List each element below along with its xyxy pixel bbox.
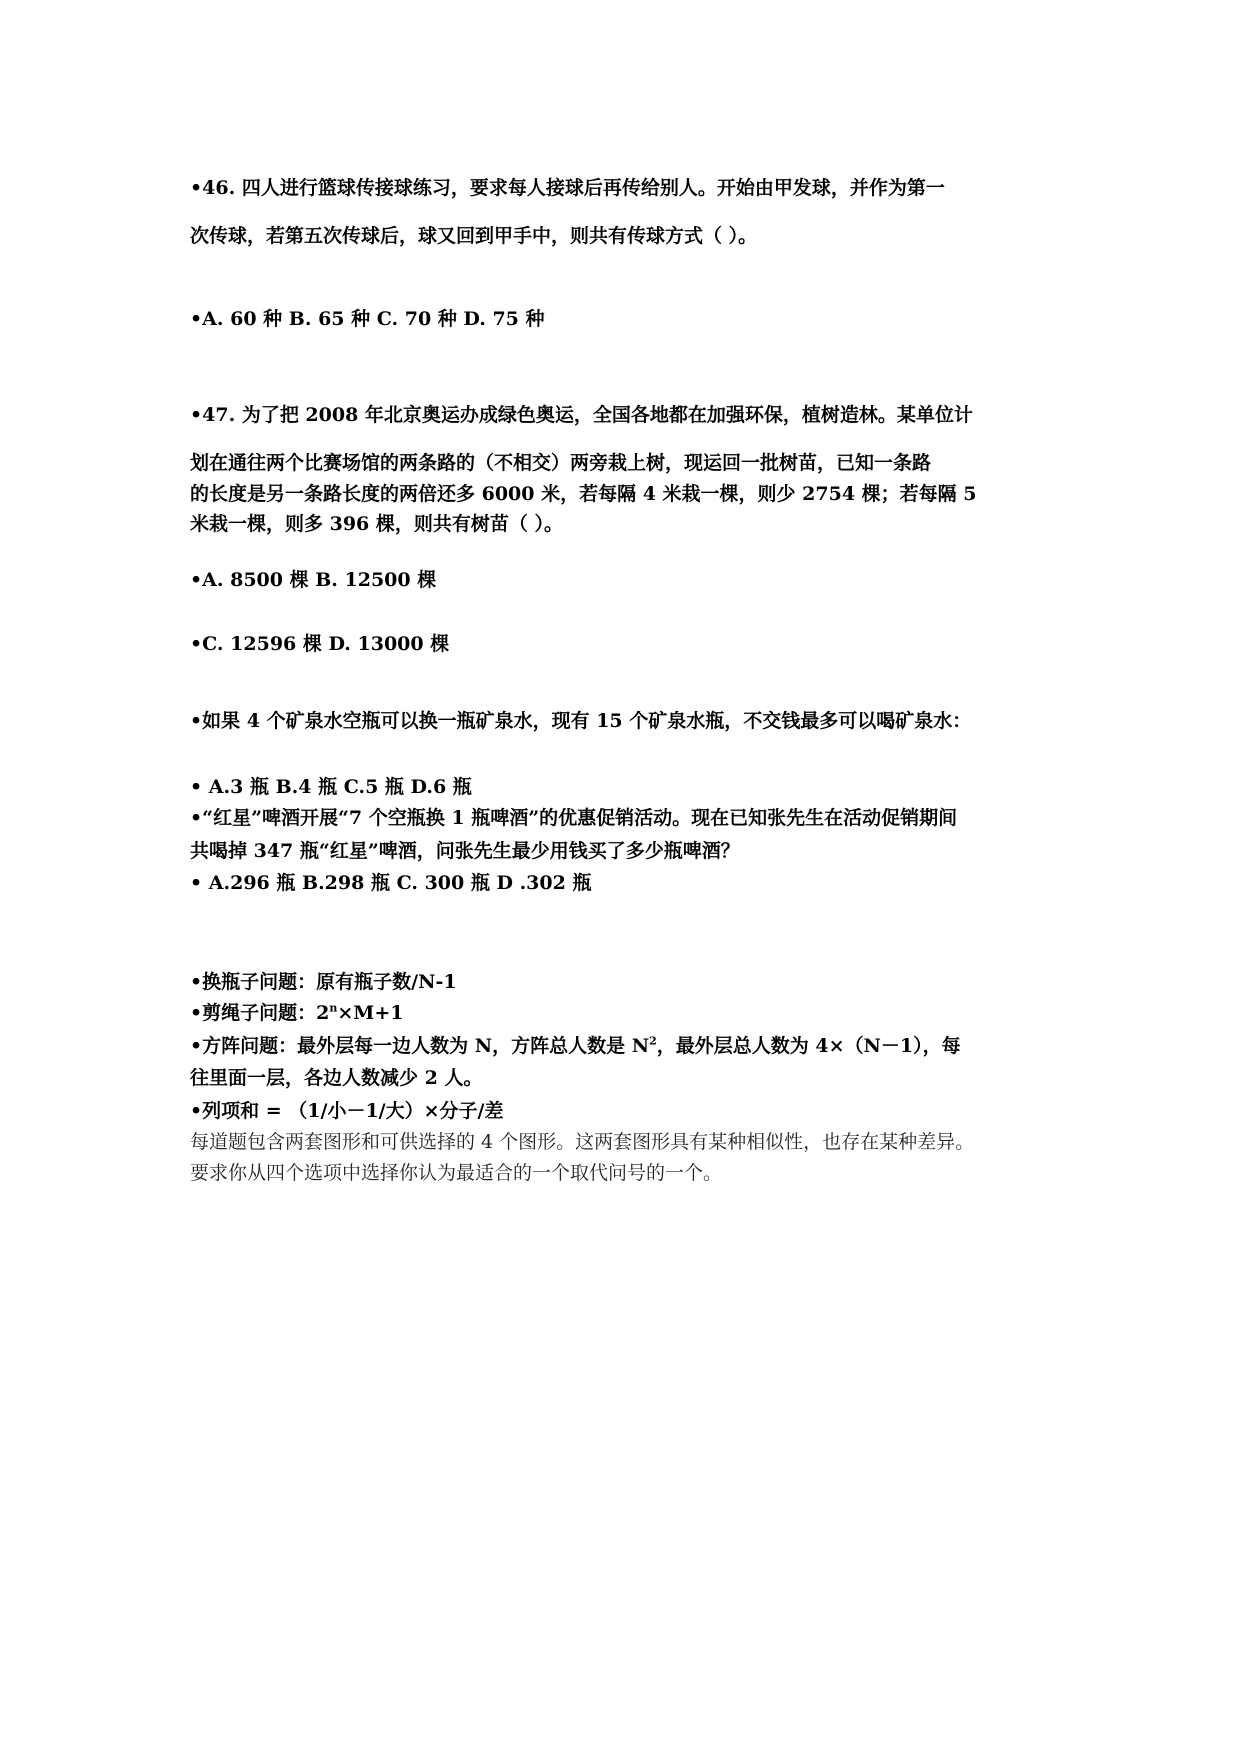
water-question: •如果 4 个矿泉水空瓶可以换一瓶矿泉水，现有 15 个矿泉水瓶，不交钱最多可以喝矿泉水： xyxy=(190,710,972,732)
rule-square-prefix: •方阵问题：最外层每一边人数为 N，方阵总人数是 N xyxy=(190,1035,650,1057)
beer-options: • A.296 瓶 B.298 瓶 C. 300 瓶 D .302 瓶 xyxy=(190,872,592,894)
water-options: • A.3 瓶 B.4 瓶 C.5 瓶 D.6 瓶 xyxy=(190,776,472,798)
q47-text-line-4: 米栽一棵，则多 396 棵，则共有树苗（ ）。 xyxy=(190,513,564,535)
beer-question-line-2: 共喝掉 347 瓶“红星”啤酒，问张先生最少用钱买了多少瓶啤酒？ xyxy=(190,840,740,862)
q46-options: •A. 60 种 B. 65 种 C. 70 种 D. 75 种 xyxy=(190,308,545,330)
rule-square-suffix: ，最外层总人数为 4×（N－1），每 xyxy=(656,1035,961,1057)
figure-test-intro-line-2: 要求你从四个选项中选择你认为最适合的一个取代问号的一个。 xyxy=(190,1162,723,1184)
q46-text-line-1: •46. 四人进行篮球传接球练习，要求每人接球后再传给别人。开始由甲发球，并作为第一 xyxy=(190,177,945,199)
figure-test-intro-line-1: 每道题包含两套图形和可供选择的 4 个图形。这两套图形具有某种相似性，也存在某种差异。 xyxy=(190,1131,975,1153)
q47-text-line-2: 划在通往两个比赛场馆的两条路的（不相交）两旁栽上树，现运回一批树苗，已知一条路 xyxy=(190,452,932,474)
rule-rope-superscript: n xyxy=(329,1001,338,1015)
rule-bottle-exchange: •换瓶子问题：原有瓶子数/N-1 xyxy=(190,971,457,993)
q47-text-line-3: 的长度是另一条路长度的两倍还多 6000 米，若每隔 4 米栽一棵，则少 2754 棵；若每隔 5 xyxy=(190,483,977,505)
q47-options-ab: •A. 8500 棵 B. 12500 棵 xyxy=(190,569,437,591)
rule-series-sum: •列项和 = （1/小－1/大）×分子/差 xyxy=(190,1100,504,1122)
rule-square-array-line-2: 往里面一层，各边人数减少 2 人。 xyxy=(190,1067,483,1089)
rule-rope-cutting xyxy=(190,1001,1070,1025)
beer-question-line-1: •“红星”啤酒开展“7 个空瓶换 1 瓶啤酒”的优惠促销活动。现在已知张先生在活动促销期间 xyxy=(190,807,958,829)
rule-square-superscript: 2 xyxy=(649,1034,657,1048)
q46-text-line-2: 次传球，若第五次传球后，球又回到甲手中，则共有传球方式（ ）。 xyxy=(190,225,758,247)
q47-text-line-1: •47. 为了把 2008 年北京奥运办成绿色奥运，全国各地都在加强环保，植树造林。某单位计 xyxy=(190,404,973,426)
rule-rope-prefix: •剪绳子问题：2 xyxy=(190,1002,330,1024)
rule-rope-suffix: ×M+1 xyxy=(337,1002,404,1024)
q47-options-cd: •C. 12596 棵 D. 13000 棵 xyxy=(190,633,450,655)
rule-square-array-line-1 xyxy=(190,1034,1070,1058)
